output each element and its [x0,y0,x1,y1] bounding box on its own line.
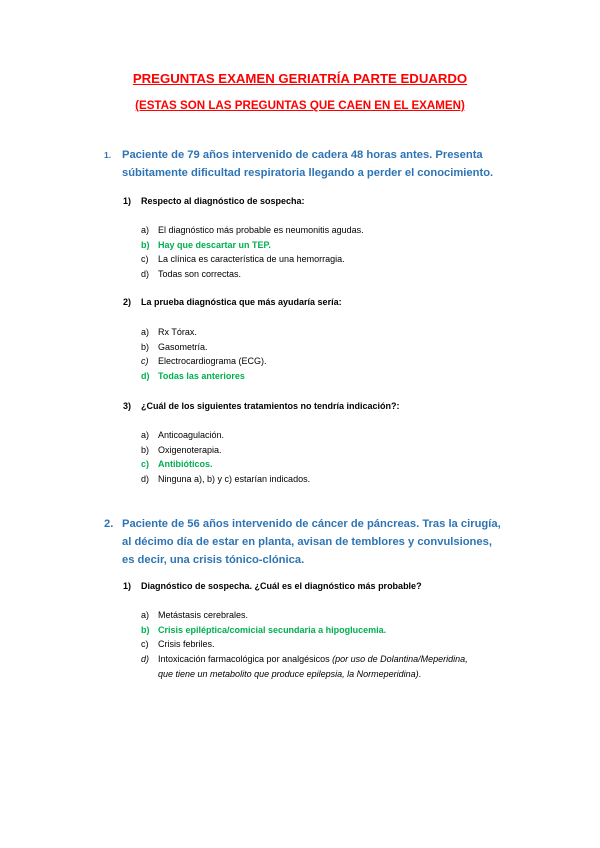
options-1-2 [141,325,267,384]
option-d: d) Intoxicación farmacológica por analgésicos (por uso de Dolantina/Meperidina, que tiene un metabolito que produce epilepsia, la Normeperidina). [141,654,468,679]
option-c: c) Electrocardiograma (ECG). [141,356,267,367]
option-d-correct: d) Todas las anteriores [141,371,245,382]
option-d: d) Todas son correctas. [141,269,242,280]
option-a: a) Metástasis cerebrales. [141,610,249,620]
case-1-statement [104,146,504,182]
option-a: a) Rx Tórax. [141,327,197,337]
option-c-correct: c) Antibióticos. [141,459,213,470]
case-text: Paciente de 56 años intervenido de cáncer de páncreas. Tras la cirugía, al décimo día de estar en planta, avisan de temblores y convulsiones, es decir, una crisis tónico-clónica. [122,518,501,566]
option-d: d) Ninguna a), b) y c) estarían indicados. [141,474,311,485]
option-a: a) Anticoagulación. [141,430,225,440]
question-text: Diagnóstico de sospecha. ¿Cuál es el diagnóstico más probable? [141,581,422,591]
case-2-statement [104,515,504,569]
options-1-3 [141,428,310,487]
option-a: a) El diagnóstico más probable es neumonitis agudas. [141,225,364,235]
question-number: 1) [123,196,132,206]
question-1-1 [123,194,305,208]
question-1-2 [123,295,342,309]
document-title: PREGUNTAS EXAMEN GERIATRÍA PARTE EDUARDO [132,71,468,86]
question-text: Respecto al diagnóstico de sospecha: [141,196,305,206]
option-b-correct: b) Crisis epiléptica/comicial secundaria a hipoglucemia. [141,624,387,635]
options-2-1 [141,608,468,682]
option-b: b) Oxigenoterapia. [141,444,222,455]
case-text: Paciente de 79 años intervenido de cadera 48 horas antes. Presenta súbitamente dificultad respiratoria llegando a perder el conocimiento. [122,149,494,179]
case-number: 2. [104,518,114,530]
options-1-1 [141,223,364,282]
option-b: b) Gasometría. [141,341,208,352]
option-d-note-cont: que tiene un metabolito que produce epilepsia, la Normeperidina) [158,668,419,679]
question-text: La prueba diagnóstica que más ayudaría sería: [141,297,342,307]
question-text: ¿Cuál de los siguientes tratamientos no tendría indicación?: [141,401,400,411]
document-subtitle: (ESTAS SON LAS PREGUNTAS QUE CAEN EN EL EXAMEN) [135,99,465,112]
question-number: 3) [123,401,132,411]
question-number: 1) [123,581,132,591]
question-number: 2) [123,297,132,307]
option-c: c) La clínica es característica de una hemorragia. [141,254,345,265]
case-number: 1. [104,150,112,160]
question-1-3 [123,399,400,413]
question-2-1 [123,579,422,593]
option-d-note: (por uso de Dolantina/Meperidina, [332,654,468,665]
option-b-correct: b) Hay que descartar un TEP. [141,239,271,250]
option-c: c) Crisis febriles. [141,639,215,650]
